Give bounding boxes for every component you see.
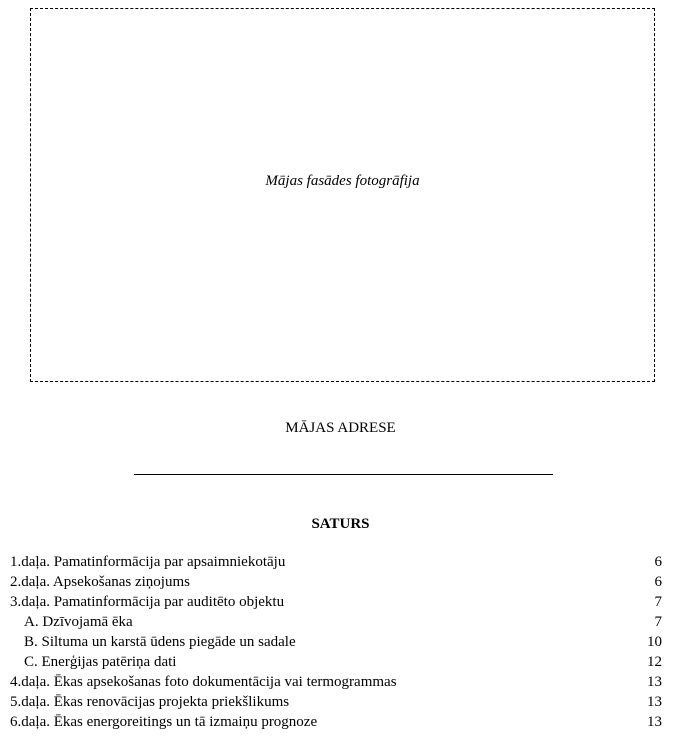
- toc-item-part-2: [10, 572, 662, 592]
- toc-item-text: 4.daļa. Ēkas apsekošanas foto dokumentācija vai termogrammas: [10, 674, 397, 690]
- table-of-contents: [10, 552, 662, 732]
- photo-caption: Mājas fasādes fotogrāfija: [265, 173, 420, 189]
- toc-item-page: 13: [647, 714, 662, 730]
- facade-photo-placeholder: [30, 8, 655, 382]
- toc-item-text: 3.daļa. Pamatinformācija par auditēto objektu: [10, 594, 285, 610]
- toc-item-page: 6: [654, 554, 662, 570]
- toc-item-text: C. Enerģijas patēriņa dati: [24, 654, 177, 670]
- toc-item-page: 13: [647, 694, 662, 710]
- toc-item-text: B. Siltuma un karstā ūdens piegāde un sadale: [24, 634, 296, 650]
- toc-item-part-4: [10, 672, 662, 692]
- toc-item-text: 2.daļa. Apsekošanas ziņojums: [10, 574, 190, 590]
- toc-item-part-1: [10, 552, 662, 572]
- address-fill-line: [134, 474, 553, 475]
- toc-item-text: 5.daļa. Ēkas renovācijas projekta priekšlikums: [10, 694, 290, 710]
- toc-item-part-3: [10, 592, 662, 612]
- toc-item-page: 13: [647, 674, 662, 690]
- toc-item-text: 1.daļa. Pamatinformācija par apsaimniekotāju: [10, 554, 286, 570]
- toc-item-page: 12: [647, 654, 662, 670]
- toc-heading: SATURS: [311, 516, 370, 532]
- toc-item-page: 6: [654, 574, 662, 590]
- toc-item-text: A. Dzīvojamā ēka: [24, 614, 133, 630]
- toc-item-part-6: [10, 712, 662, 732]
- toc-item-page: 7: [654, 614, 662, 630]
- toc-item-page: 7: [654, 594, 662, 610]
- address-label: MĀJAS ADRESE: [285, 420, 396, 436]
- toc-subitem-a: [10, 612, 662, 632]
- toc-item-part-5: [10, 692, 662, 712]
- toc-item-text: 6.daļa. Ēkas energoreitings un tā izmaiņu prognoze: [10, 714, 318, 730]
- toc-item-page: 10: [647, 634, 662, 650]
- toc-subitem-b: [10, 632, 662, 652]
- toc-subitem-c: [10, 652, 662, 672]
